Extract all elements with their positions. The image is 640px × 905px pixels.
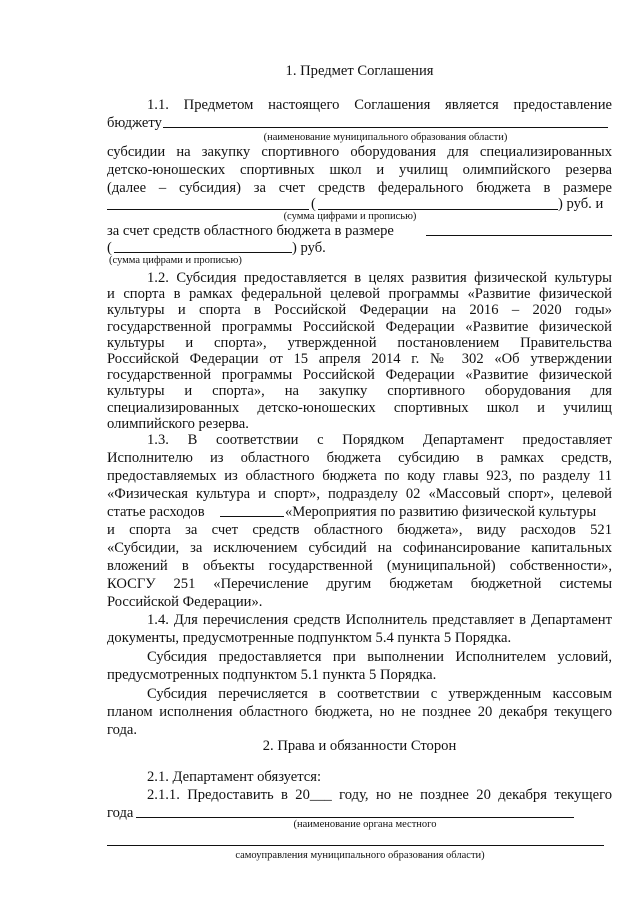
p-1-2-line-8: культуры и спорта», на закупку спортивного оборудования для bbox=[107, 383, 612, 400]
p-1-3-line-1: 1.3. В соответствии с Порядком Департамент предоставляет bbox=[147, 432, 612, 448]
p-1-3-line-4: «Физическая культура и спорт», подразделу 02 «Массовый спорт», целевой bbox=[107, 486, 612, 502]
expense-article-label: статье расходов bbox=[107, 504, 205, 520]
p-1-2-line-last: олимпийского резерва. bbox=[107, 415, 249, 432]
p-1-2-line-6: Российской Федерации от 15 апреля 2014 г. № 302 «Об утверждении bbox=[107, 351, 612, 367]
p-2-1-1-line-1: 2.1.1. Предоставить в 20___ году, но не позднее 20 декабря текущего bbox=[147, 787, 612, 803]
p-1-3-line-10: Российской Федерации». bbox=[107, 594, 263, 610]
paren-open-2: ( bbox=[107, 240, 112, 256]
p-1-1-line-5: (далее – субсидия) за счет средств федерального бюджета в размере bbox=[107, 180, 612, 196]
p-1-3-line-9: КОСГУ 251 «Перечисление другим бюджетам бюджетной системы bbox=[107, 576, 612, 592]
p-1-3-line-5-suffix: «Мероприятия по развитию физической культуры bbox=[285, 504, 597, 520]
p-1-2-line-9: специализированных детско-юношеских спортивных школ и училищ bbox=[107, 399, 612, 416]
caption-municipality: (наименование муниципального образования области) bbox=[263, 132, 508, 143]
p-1-1-line-8-suffix: ) руб. bbox=[292, 240, 326, 256]
regional-sum-words-blank bbox=[114, 252, 292, 253]
p-1-2-line-7: государственной программы Российской Федерации «Развитие физической bbox=[107, 367, 612, 384]
regional-sum-blank bbox=[426, 235, 612, 236]
p-1-2-line-1: 1.2. Субсидия предоставляется в целях развития физической культуры bbox=[147, 270, 612, 286]
p-1-3-line-8: вложений в объекты государственной (муниципальной) собственности», bbox=[107, 558, 612, 574]
section-2-heading: 2. Права и обязанности Сторон bbox=[262, 738, 457, 754]
caption-self-government: самоуправления муниципального образования области) bbox=[235, 850, 485, 861]
p-1-1-line-6-suffix: ) руб. и bbox=[558, 196, 604, 212]
budget-label: бюджету bbox=[107, 115, 162, 131]
p-1-1-line-7: за счет средств областного бюджета в размере bbox=[107, 223, 394, 239]
caption-organ: (наименование органа местного bbox=[293, 819, 437, 830]
p-1-4-line-1: 1.4. Для перечисления средств Исполнитель представляет в Департамент bbox=[147, 612, 612, 628]
p-1-3-line-3: предоставляемых из областного бюджета по коду главы 923, по разделу 11 bbox=[107, 468, 612, 484]
p-subsidy-transfer-line-2: планом исполнения областного бюджета, но не позднее 20 декабря текущего bbox=[107, 704, 612, 720]
p-subsidy-conditions-line-1: Субсидия предоставляется при выполнении Исполнителем условий, bbox=[147, 649, 612, 665]
p-1-2-line-2: и спорта в рамках федеральной целевой программы «Развитие физической bbox=[107, 286, 612, 303]
expense-article-blank bbox=[220, 516, 284, 517]
p-subsidy-transfer-line-1: Субсидия перечисляется в соответствии с утвержденным кассовым bbox=[147, 686, 612, 702]
organ-blank-2 bbox=[107, 845, 604, 846]
p-1-4-line-2: документы, предусмотренные подпунктом 5.4 пункта 5 Порядка. bbox=[107, 630, 512, 646]
caption-sum-2: (сумма цифрами и прописью) bbox=[109, 255, 242, 266]
p-1-2-line-5: культуры и спорта», утвержденной постановлением Правительства bbox=[107, 334, 612, 351]
p-subsidy-transfer-line-3: года. bbox=[107, 722, 138, 738]
municipality-blank bbox=[163, 127, 608, 128]
p-2-1: 2.1. Департамент обязуется: bbox=[147, 769, 322, 785]
p-1-3-line-6: и спорта за счет средств областного бюджета», виду расходов 521 bbox=[107, 522, 612, 538]
paren-open-1: ( bbox=[311, 196, 316, 212]
p-1-2-line-4: государственной программы Российской Федерации «Развитие физической bbox=[107, 318, 612, 335]
p-1-3-line-2: Исполнителю из областного бюджета субсидию в рамках средств, bbox=[107, 450, 612, 466]
year-label: года bbox=[107, 805, 134, 821]
p-1-1-line-2 bbox=[107, 114, 612, 132]
p-1-2-line-3: культуры и спорта в Российской Федерации на 2016 – 2020 годы» bbox=[107, 302, 612, 319]
p-1-1-line-1: 1.1. Предметом настоящего Соглашения является предоставление bbox=[147, 97, 612, 113]
caption-sum-1: (сумма цифрами и прописью) bbox=[283, 211, 417, 222]
p-1-3-line-7: «Субсидии, за исключением субсидий на софинансирование капитальных bbox=[107, 540, 612, 556]
p-1-1-line-3: субсидии на закупку спортивного оборудования для специализированных bbox=[107, 144, 612, 160]
p-subsidy-conditions-line-2: предусмотренных подпунктом 5.1 пункта 5 Порядка. bbox=[107, 667, 437, 683]
p-1-1-line-4: детско-юношеских спортивных школ и училищ олимпийского резерва bbox=[107, 162, 612, 178]
section-1-heading: 1. Предмет Соглашения bbox=[285, 63, 434, 79]
